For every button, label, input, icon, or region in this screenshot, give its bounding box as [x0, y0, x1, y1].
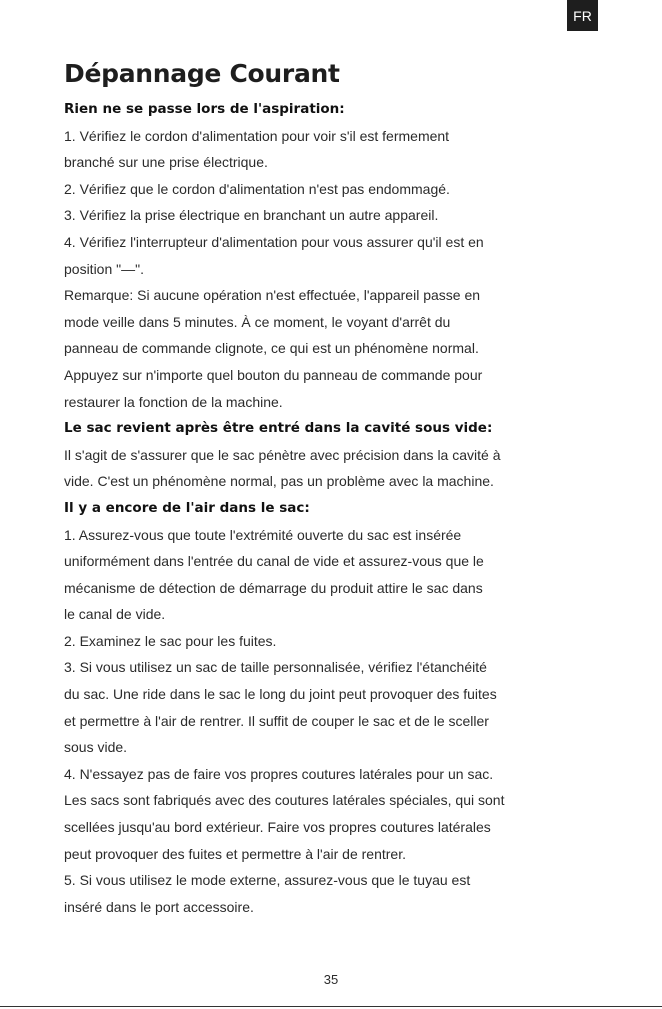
text-line: mode veille dans 5 minutes. À ce moment, le voyant d'arrêt du [64, 313, 451, 330]
text-line: 1. Assurez-vous que toute l'extrémité ouverte du sac est insérée [64, 526, 462, 543]
document-body [64, 58, 604, 920]
text-line: Il s'agit de s'assurer que le sac pénètre avec précision dans la cavité à [64, 446, 501, 463]
bottom-rule [0, 1006, 662, 1007]
text-line: du sac. Une ride dans le sac le long du joint peut provoquer des fuites [64, 686, 497, 703]
text-line: 1. Vérifiez le cordon d'alimentation pour voir s'il est fermement [64, 127, 450, 144]
section-heading: Il y a encore de l'air dans le sac: [64, 499, 310, 516]
text-line: vide. C'est un phénomène normal, pas un problème avec la machine. [64, 473, 494, 490]
page-title: Dépannage Courant [64, 59, 340, 88]
text-line: Remarque: Si aucune opération n'est effectuée, l'appareil passe en [64, 287, 481, 304]
text-line: Les sacs sont fabriqués avec des coutures latérales spéciales, qui sont [64, 792, 505, 809]
text-line: 3. Si vous utilisez un sac de taille personnalisée, vérifiez l'étanchéité [64, 659, 487, 676]
text-line: peut provoquer des fuites et permettre à l'air de rentrer. [64, 845, 406, 862]
text-line: 4. N'essayez pas de faire vos propres coutures latérales pour un sac. [64, 765, 494, 782]
section-heading: Le sac revient après être entré dans la cavité sous vide: [64, 420, 493, 437]
text-line: scellées jusqu'au bord extérieur. Faire vos propres coutures latérales [64, 819, 491, 836]
text-line: 5. Si vous utilisez le mode externe, assurez-vous que le tuyau est [64, 872, 471, 889]
text-line: position "—". [64, 260, 144, 277]
text-line: Appuyez sur n'importe quel bouton du panneau de commande pour [64, 366, 483, 383]
text-line: 2. Vérifiez que le cordon d'alimentation n'est pas endommagé. [64, 180, 450, 197]
section-heading: Rien ne se passe lors de l'aspiration: [64, 101, 345, 117]
text-line: 4. Vérifiez l'interrupteur d'alimentation pour vous assurer qu'il est en [64, 233, 484, 250]
text-line: mécanisme de détection de démarrage du produit attire le sac dans [64, 579, 483, 596]
page-number: 35 [323, 972, 339, 987]
text-line: restaurer la fonction de la machine. [64, 393, 283, 410]
text-line: branché sur une prise électrique. [64, 154, 268, 171]
text-line: 3. Vérifiez la prise électrique en branchant un autre appareil. [64, 207, 439, 224]
text-lines [64, 96, 604, 920]
language-badge: FR [567, 0, 598, 31]
text-line: panneau de commande clignote, ce qui est un phénomène normal. [64, 340, 479, 357]
text-line: et permettre à l'air de rentrer. Il suffit de couper le sac et de le sceller [64, 712, 489, 729]
text-line: 2. Examinez le sac pour les fuites. [64, 632, 277, 649]
text-line: le canal de vide. [64, 606, 166, 623]
text-line: uniformément dans l'entrée du canal de vide et assurez-vous que le [64, 553, 484, 570]
text-line: inséré dans le port accessoire. [64, 898, 254, 915]
text-line: sous vide. [64, 739, 128, 756]
